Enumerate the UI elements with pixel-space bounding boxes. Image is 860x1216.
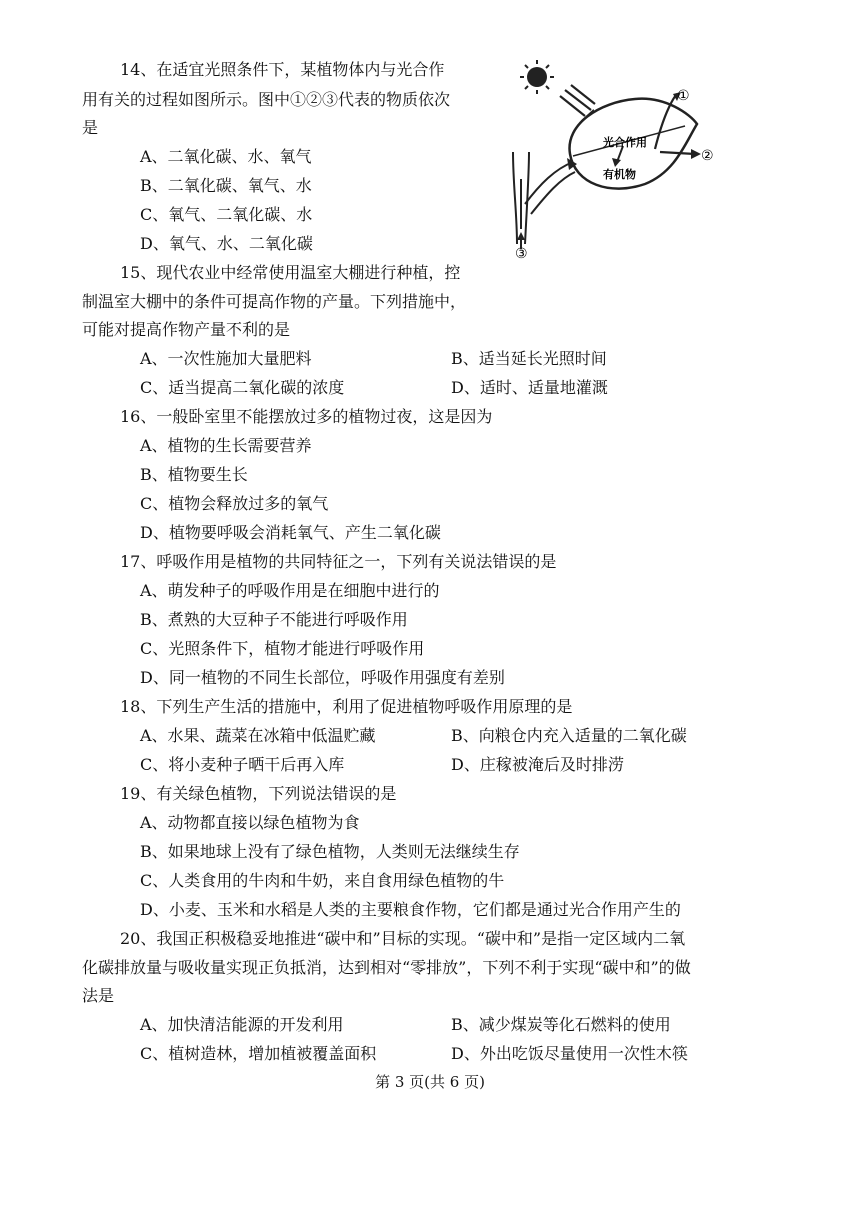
q14-option-b: B、二氧化碳、氧气、水 xyxy=(140,176,312,195)
label-1: ① xyxy=(677,88,690,104)
q20-stem-line3: 法是 xyxy=(82,986,115,1005)
q20-stem-line2: 化碳排放量与吸收量实现正负抵消，达到相对“零排放”，下列不利于实现“碳中和”的做 xyxy=(82,958,691,977)
q18-option-b: B、向粮仓内充入适量的二氧化碳 xyxy=(451,726,687,745)
q18-option-c: C、将小麦种子晒干后再入库 xyxy=(140,755,345,774)
q14-option-a: A、二氧化碳、水、氧气 xyxy=(140,147,312,166)
q14-option-c: C、氧气、二氧化碳、水 xyxy=(140,205,313,224)
q20-stem-line1: 20、我国正积极稳妥地推进“碳中和”目标的实现。“碳中和”是指一定区域内二氧 xyxy=(120,929,686,948)
q15-stem-line3: 可能对提高作物产量不利的是 xyxy=(82,320,291,339)
q16-option-a: A、植物的生长需要营养 xyxy=(140,436,312,455)
q20-option-b: B、减少煤炭等化石燃料的使用 xyxy=(451,1015,671,1034)
q19-option-d: D、小麦、玉米和水稻是人类的主要粮食作物，它们都是通过光合作用产生的 xyxy=(140,900,681,919)
stem-icon xyxy=(513,152,575,244)
q18-stem: 18、下列生产生活的措施中，利用了促进植物呼吸作用原理的是 xyxy=(120,697,573,716)
q20-option-a: A、加快清洁能源的开发利用 xyxy=(140,1015,344,1034)
q16-option-c: C、植物会释放过多的氧气 xyxy=(140,494,329,513)
q20-option-c: C、植树造林，增加植被覆盖面积 xyxy=(140,1044,377,1063)
label-2: ② xyxy=(701,148,714,164)
q14-stem-line2: 用有关的过程如图所示。图中①②③代表的物质依次 xyxy=(82,90,451,109)
q14-stem-line1: 14、在适宜光照条件下，某植物体内与光合作 xyxy=(120,60,445,79)
q20-option-d: D、外出吃饭尽量使用一次性木筷 xyxy=(451,1044,688,1063)
q18-option-a: A、水果、蔬菜在冰箱中低温贮藏 xyxy=(140,726,376,745)
q17-option-d: D、同一植物的不同生长部位，呼吸作用强度有差别 xyxy=(140,668,505,687)
q16-option-d: D、植物要呼吸会消耗氧气、产生二氧化碳 xyxy=(140,523,441,542)
q17-option-b: B、煮熟的大豆种子不能进行呼吸作用 xyxy=(140,610,408,629)
q15-option-d: D、适时、适量地灌溉 xyxy=(451,378,608,397)
q15-stem-line1: 15、现代农业中经常使用温室大棚进行种植，控 xyxy=(120,263,461,282)
sun-icon xyxy=(520,60,554,94)
q15-option-b: B、适当延长光照时间 xyxy=(451,349,607,368)
label-3: ③ xyxy=(515,246,528,262)
q19-option-a: A、动物都直接以绿色植物为食 xyxy=(140,813,360,832)
q15-option-a: A、一次性施加大量肥料 xyxy=(140,349,312,368)
q19-option-c: C、人类食用的牛肉和牛奶，来自食用绿色植物的牛 xyxy=(140,871,505,890)
photosynthesis-diagram xyxy=(505,54,715,264)
q15-stem-line2: 制温室大棚中的条件可提高作物的产量。下列措施中， xyxy=(82,292,467,311)
q16-option-b: B、植物要生长 xyxy=(140,465,248,484)
q16-stem: 16、一般卧室里不能摆放过多的植物过夜，这是因为 xyxy=(120,407,493,426)
q14-stem-line3: 是 xyxy=(82,118,99,137)
q17-option-c: C、光照条件下，植物才能进行呼吸作用 xyxy=(140,639,425,658)
q19-option-b: B、如果地球上没有了绿色植物，人类则无法继续生存 xyxy=(140,842,520,861)
q17-option-a: A、萌发种子的呼吸作用是在细胞中进行的 xyxy=(140,581,440,600)
q17-stem: 17、呼吸作用是植物的共同特征之一，下列有关说法错误的是 xyxy=(120,552,557,571)
q19-stem: 19、有关绿色植物，下列说法错误的是 xyxy=(120,784,397,803)
page-footer: 第 3 页(共 6 页) xyxy=(375,1073,485,1091)
q14-option-d: D、氧气、水、二氧化碳 xyxy=(140,234,313,253)
label-photosynthesis: 光合作用 xyxy=(603,136,647,149)
label-organic-matter: 有机物 xyxy=(603,168,636,181)
q18-option-d: D、庄稼被淹后及时排涝 xyxy=(451,755,624,774)
q15-option-c: C、适当提高二氧化碳的浓度 xyxy=(140,378,345,397)
